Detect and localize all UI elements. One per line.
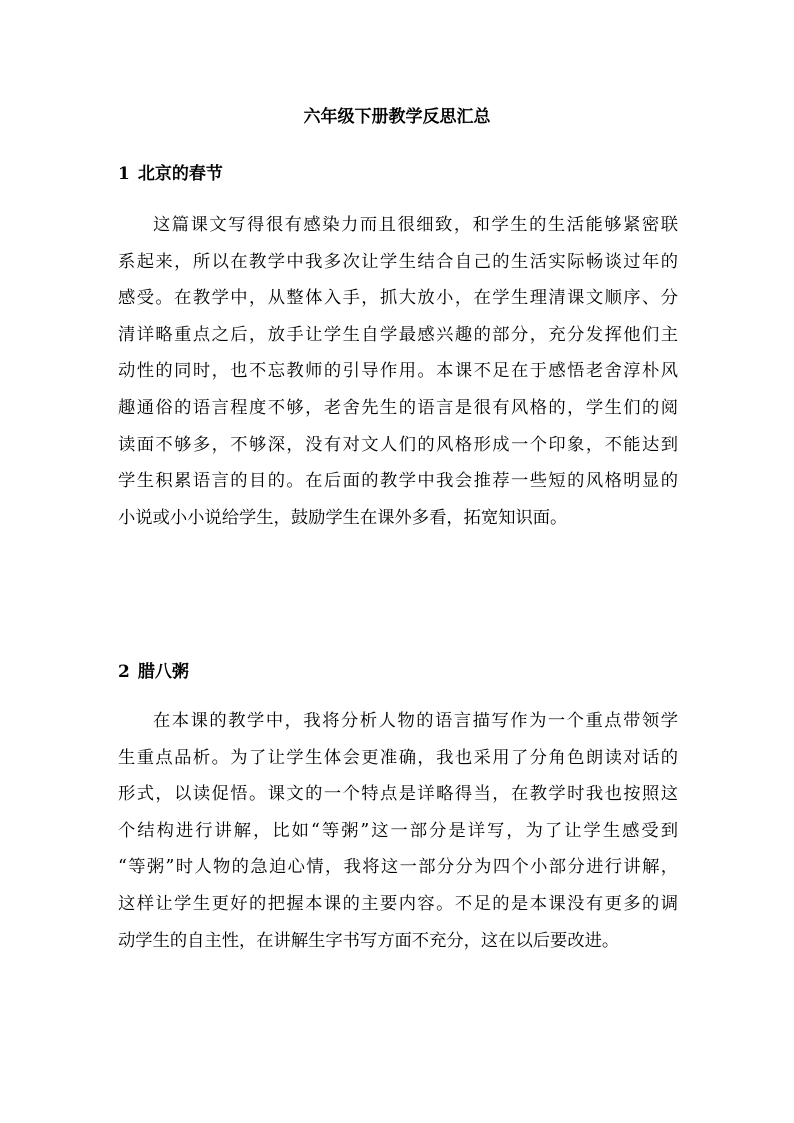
paragraph-line: 在本课的教学中，我将分析人物的语言描写作为一个重点带领学: [153, 711, 678, 731]
section-heading-2: [118, 660, 189, 684]
section-heading-1: [118, 162, 223, 186]
paragraph-line: 感受。在教学中，从整体入手，抓大放小，在学生理清课文顺序、分: [118, 288, 678, 309]
paragraph-line: 这样让学生更好的把握本课的主要内容。不足的是本课没有更多的调: [118, 893, 678, 914]
paragraph-line: 清详略重点之后，放手让学生自学最感兴趣的部分，充分发挥他们主: [118, 324, 678, 345]
paragraph-line: 动学生的自主性，在讲解生字书写方面不充分，这在以后要改进。: [118, 930, 620, 951]
paragraph-line: 学生积累语言的目的。在后面的教学中我会推荐一些短的风格明显的: [118, 471, 678, 492]
section-1-paragraph: [118, 207, 678, 536]
paragraph-line: 这篇课文写得很有感染力而且很细致，和学生的生活能够紧密联: [153, 215, 678, 235]
document-title: 六年级下册教学反思汇总: [303, 107, 491, 127]
section-title: 腊八粥: [137, 662, 189, 682]
section-number: 1: [118, 164, 130, 184]
paragraph-line: 趣通俗的语言程度不够，老舍先生的语言是很有风格的，学生们的阅: [118, 397, 678, 418]
paragraph-line: “等粥”时人物的急迫心情，我将这一部分分为四个小部分进行讲解，: [118, 857, 678, 878]
paragraph-line: 系起来，所以在教学中我多次让学生结合自己的生活实际畅谈过年的: [118, 251, 678, 272]
paragraph-line: 读面不够多，不够深，没有对文人们的风格形成一个印象，不能达到: [118, 434, 678, 455]
section-number: 2: [118, 662, 130, 682]
section-2-paragraph: [118, 703, 678, 959]
paragraph-line: 生重点品析。为了让学生体会更准确，我也采用了分角色朗读对话的: [118, 747, 678, 768]
paragraph-line: 个结构进行讲解，比如“等粥”这一部分是详写，为了让学生感受到: [118, 820, 678, 841]
paragraph-line: 小说或小小说给学生，鼓励学生在课外多看，拓宽知识面。: [118, 507, 568, 528]
section-title: 北京的春节: [137, 164, 223, 184]
paragraph-line: 形式，以读促悟。课文的一个特点是详略得当，在教学时我也按照这: [118, 784, 678, 805]
paragraph-line: 动性的同时，也不忘教师的引导作用。本课不足在于感悟老舍淳朴风: [118, 361, 678, 382]
